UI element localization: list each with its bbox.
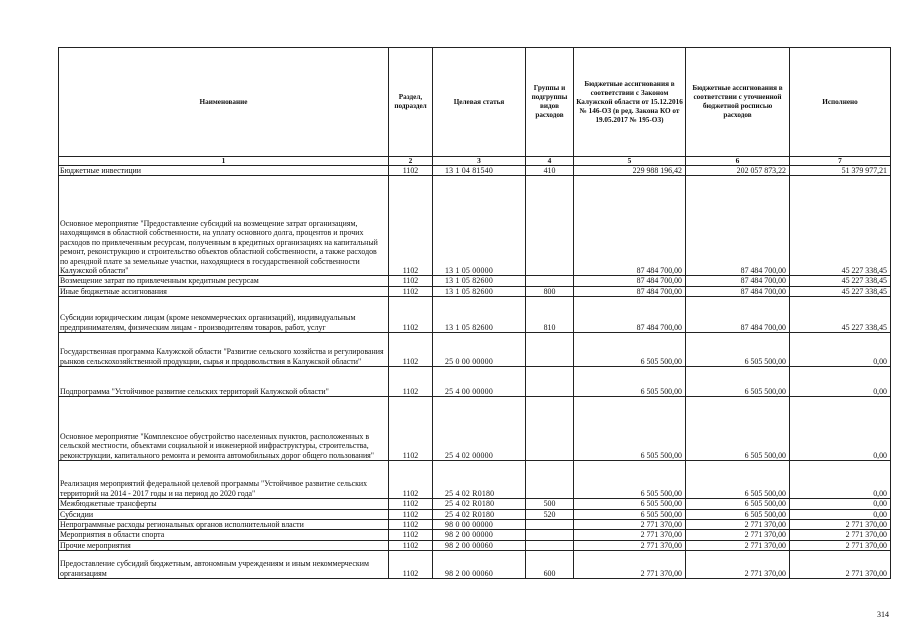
table-row <box>59 333 891 367</box>
row-law-amount: 6 505 500,00 <box>574 367 686 397</box>
row-name: Основное мероприятие "Предоставление субсидий на возмещение затрат организациям, находящимся в областной собственности, на уплату основного долга, процентов и прочих расходов по привлеченным ресурсам, полученным в кредитных организациях на капитальный ремонт, реконструкцию и строительство объектов областной собственности, а также расходов по арендной плате за земельные участки, находящиеся в государственной собственности Калужской области" <box>59 176 389 276</box>
header-target: Целевая статья <box>433 48 526 157</box>
row-executed-amount: 2 771 370,00 <box>790 540 891 550</box>
row-executed-amount: 0,00 <box>790 461 891 499</box>
row-target: 25 4 02 R0180 <box>433 461 526 499</box>
row-executed-amount: 0,00 <box>790 499 891 509</box>
row-law-amount: 6 505 500,00 <box>574 397 686 461</box>
row-executed-amount: 0,00 <box>790 397 891 461</box>
row-target: 25 4 02 R0180 <box>433 509 526 519</box>
row-group <box>526 176 574 276</box>
row-executed-amount: 0,00 <box>790 367 891 397</box>
row-name: Мероприятия в области спорта <box>59 530 389 540</box>
column-number: 5 <box>574 157 686 166</box>
row-target: 98 2 00 00060 <box>433 540 526 550</box>
row-target: 13 1 05 00000 <box>433 176 526 276</box>
row-roster-amount: 6 505 500,00 <box>686 397 790 461</box>
row-group <box>526 367 574 397</box>
row-group <box>526 520 574 530</box>
row-roster-amount: 2 771 370,00 <box>686 540 790 550</box>
row-law-amount: 87 484 700,00 <box>574 176 686 276</box>
row-target: 25 4 02 R0180 <box>433 499 526 509</box>
row-target: 13 1 05 82600 <box>433 286 526 296</box>
table-row <box>59 499 891 509</box>
row-target: 98 2 00 00000 <box>433 530 526 540</box>
row-roster-amount: 6 505 500,00 <box>686 333 790 367</box>
row-group: 810 <box>526 297 574 333</box>
row-roster-amount: 87 484 700,00 <box>686 276 790 286</box>
row-name: Субсидии юридическим лицам (кроме некоммерческих организаций), индивидуальным предпринимателям, физическим лицам - производителям товаров, работ, услуг <box>59 297 389 333</box>
row-roster-amount: 87 484 700,00 <box>686 286 790 296</box>
row-roster-amount: 6 505 500,00 <box>686 499 790 509</box>
row-law-amount: 6 505 500,00 <box>574 509 686 519</box>
row-group: 800 <box>526 286 574 296</box>
row-group <box>526 540 574 550</box>
row-target: 25 4 00 00000 <box>433 367 526 397</box>
column-number: 7 <box>790 157 891 166</box>
header-section: Раздел, подраздел <box>389 48 433 157</box>
table-row <box>59 509 891 519</box>
header-executed: Исполнено <box>790 48 891 157</box>
row-group: 410 <box>526 166 574 176</box>
row-name: Основное мероприятие "Комплексное обустройство населенных пунктов, расположенных в сельской местности, объектами социальной и инженерной инфраструктуры, строительства, реконструкции, капитального ремонта и ремонта автомобильных дорог общего пользования" <box>59 397 389 461</box>
row-roster-amount: 2 771 370,00 <box>686 530 790 540</box>
row-roster-amount: 202 057 873,22 <box>686 166 790 176</box>
row-name: Прочие мероприятия <box>59 540 389 550</box>
column-number: 2 <box>389 157 433 166</box>
row-group: 500 <box>526 499 574 509</box>
row-section: 1102 <box>389 499 433 509</box>
table-row <box>59 286 891 296</box>
row-law-amount: 2 771 370,00 <box>574 540 686 550</box>
row-section: 1102 <box>389 461 433 499</box>
row-group <box>526 276 574 286</box>
row-executed-amount: 0,00 <box>790 509 891 519</box>
row-name: Непрограммные расходы региональных органов исполнительной власти <box>59 520 389 530</box>
row-section: 1102 <box>389 540 433 550</box>
table-row <box>59 176 891 276</box>
page-number: 314 <box>877 610 889 619</box>
row-law-amount: 2 771 370,00 <box>574 530 686 540</box>
row-group <box>526 530 574 540</box>
row-target: 25 4 02 00000 <box>433 397 526 461</box>
row-section: 1102 <box>389 520 433 530</box>
row-law-amount: 6 505 500,00 <box>574 499 686 509</box>
row-executed-amount: 45 227 338,45 <box>790 297 891 333</box>
column-number: 1 <box>59 157 389 166</box>
row-group <box>526 461 574 499</box>
row-name: Межбюджетные трансферты <box>59 499 389 509</box>
row-roster-amount: 87 484 700,00 <box>686 176 790 276</box>
row-group <box>526 397 574 461</box>
row-law-amount: 2 771 370,00 <box>574 551 686 579</box>
row-name: Государственная программа Калужской области "Развитие сельского хозяйства и регулирования рынков сельскохозяйственной продукции, сырья и продовольствия в Калужской области" <box>59 333 389 367</box>
header-group: Группы и подгруппы видов расходов <box>526 48 574 157</box>
row-section: 1102 <box>389 509 433 519</box>
row-law-amount: 87 484 700,00 <box>574 297 686 333</box>
row-name: Субсидии <box>59 509 389 519</box>
row-roster-amount: 6 505 500,00 <box>686 461 790 499</box>
column-number: 3 <box>433 157 526 166</box>
row-executed-amount: 2 771 370,00 <box>790 551 891 579</box>
row-section: 1102 <box>389 276 433 286</box>
row-executed-amount: 45 227 338,45 <box>790 176 891 276</box>
row-law-amount: 87 484 700,00 <box>574 276 686 286</box>
row-section: 1102 <box>389 333 433 367</box>
header-roster-allocations: Бюджетные ассигнования в соответствии с уточненной бюджетной росписью расходов <box>686 48 790 157</box>
row-target: 13 1 05 82600 <box>433 276 526 286</box>
table-row <box>59 520 891 530</box>
row-name: Предоставление субсидий бюджетным, автономным учреждениям и иным некоммерческим организациям <box>59 551 389 579</box>
table-row <box>59 397 891 461</box>
row-executed-amount: 45 227 338,45 <box>790 286 891 296</box>
table-row <box>59 166 891 176</box>
table-row <box>59 461 891 499</box>
row-section: 1102 <box>389 297 433 333</box>
row-section: 1102 <box>389 286 433 296</box>
row-target: 25 0 00 00000 <box>433 333 526 367</box>
row-group <box>526 333 574 367</box>
table-row <box>59 367 891 397</box>
row-roster-amount: 2 771 370,00 <box>686 520 790 530</box>
row-executed-amount: 2 771 370,00 <box>790 520 891 530</box>
row-group: 520 <box>526 509 574 519</box>
row-executed-amount: 2 771 370,00 <box>790 530 891 540</box>
row-section: 1102 <box>389 397 433 461</box>
row-target: 98 2 00 00060 <box>433 551 526 579</box>
header-row <box>59 48 891 157</box>
row-executed-amount: 0,00 <box>790 333 891 367</box>
row-roster-amount: 87 484 700,00 <box>686 297 790 333</box>
row-roster-amount: 2 771 370,00 <box>686 551 790 579</box>
row-roster-amount: 6 505 500,00 <box>686 509 790 519</box>
row-section: 1102 <box>389 551 433 579</box>
row-section: 1102 <box>389 176 433 276</box>
row-roster-amount: 6 505 500,00 <box>686 367 790 397</box>
row-group: 600 <box>526 551 574 579</box>
row-executed-amount: 45 227 338,45 <box>790 276 891 286</box>
table-row <box>59 540 891 550</box>
row-name: Реализация мероприятий федеральной целевой программы "Устойчивое развитие сельских территорий на 2014 - 2017 годы и на период до 2020 года" <box>59 461 389 499</box>
row-target: 13 1 04 81540 <box>433 166 526 176</box>
row-law-amount: 87 484 700,00 <box>574 286 686 296</box>
table-row <box>59 551 891 579</box>
row-name: Бюджетные инвестиции <box>59 166 389 176</box>
row-law-amount: 2 771 370,00 <box>574 520 686 530</box>
row-section: 1102 <box>389 530 433 540</box>
column-number: 4 <box>526 157 574 166</box>
table-row <box>59 297 891 333</box>
table-row <box>59 530 891 540</box>
row-target: 98 0 00 00000 <box>433 520 526 530</box>
row-name: Иные бюджетные ассигнования <box>59 286 389 296</box>
column-number-row <box>59 157 891 166</box>
row-law-amount: 229 988 196,42 <box>574 166 686 176</box>
row-law-amount: 6 505 500,00 <box>574 461 686 499</box>
header-law-allocations: Бюджетные ассигнования в соответствии с Законом Калужской области от 15.12.2016 № 146-ОЗ (в ред. Закона КО от 19.05.2017 № 195-ОЗ) <box>574 48 686 157</box>
row-section: 1102 <box>389 367 433 397</box>
table-row <box>59 276 891 286</box>
row-law-amount: 6 505 500,00 <box>574 333 686 367</box>
column-number: 6 <box>686 157 790 166</box>
row-name: Подпрограмма "Устойчивое развитие сельских территорий Калужской области" <box>59 367 389 397</box>
row-name: Возмещение затрат по привлеченным кредитным ресурсам <box>59 276 389 286</box>
header-name: Наименование <box>59 48 389 157</box>
row-executed-amount: 51 379 977,21 <box>790 166 891 176</box>
budget-execution-table <box>58 47 891 579</box>
row-target: 13 1 05 82600 <box>433 297 526 333</box>
row-section: 1102 <box>389 166 433 176</box>
